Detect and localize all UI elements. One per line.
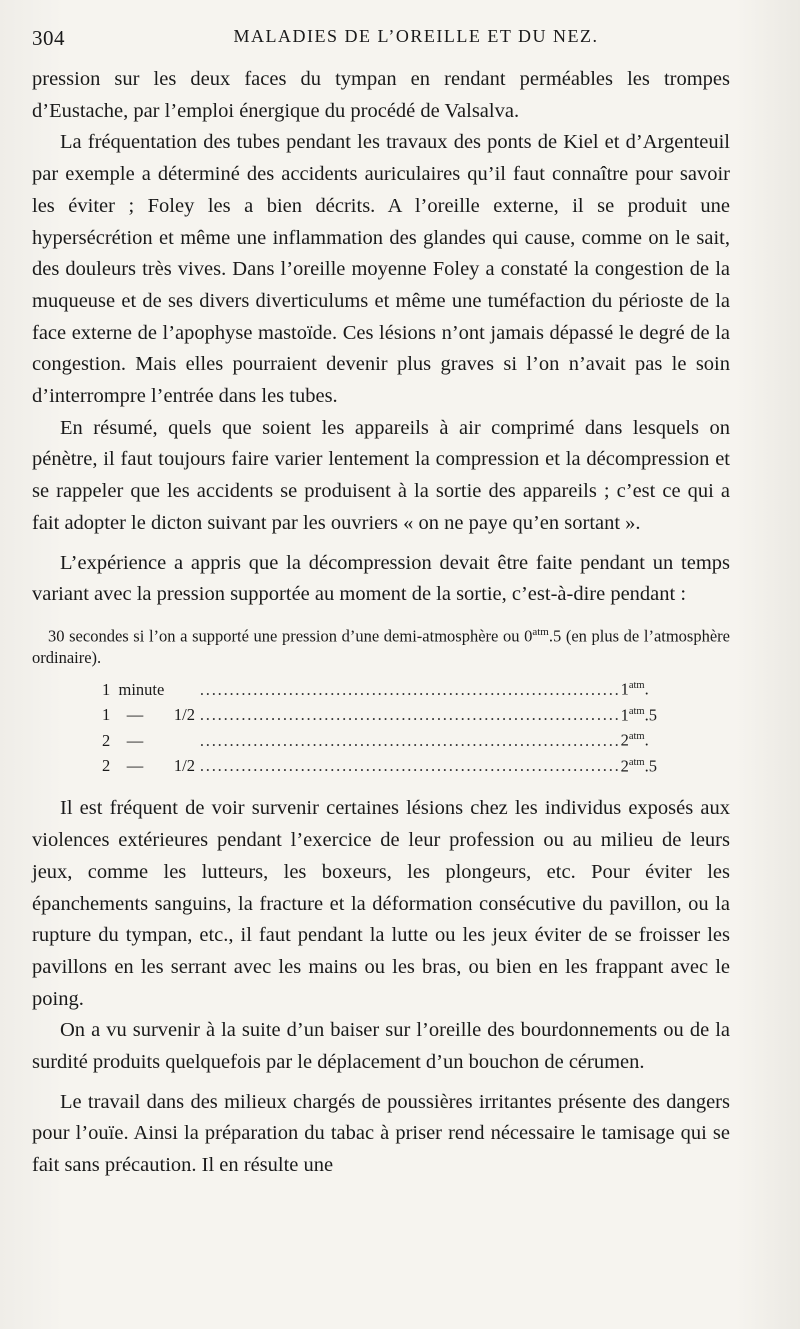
page-number: 304 [32,26,65,50]
table-row: 1 — 1/2 ....................................................................... $1^{atm}.5$ [32,701,730,727]
paragraph: En résumé, quels que soient les appareils à air comprimé dans lesquels on pénètre, il faut toujours faire varier lentement la compression et la décompression et se rappeler que les accidents se produisent à la sortie des appareils ; c’est ce qui a fait adopter le dicton suivant par les ouvriers « on ne paye qu’en sortant ». [32,416,730,534]
decompression-note: 30 secondes si l’on a supporté une pression d’une demi-atmosphère ou $0^{atm}.5$ (en plus de l’atmosphère ordinaire). [32,625,730,668]
running-title: MALADIES DE L’OREILLE ET DU NEZ. [233,26,599,46]
decompression-table [32,675,730,777]
paragraph: pression sur les deux faces du tympan en rendant perméables les trompes d’Eustache, par l’emploi énergique du procédé de Valsalva. [32,68,730,122]
leader-dots: ....................................................................... [199,730,621,750]
leader-dots: ....................................................................... [199,756,621,776]
paragraph: Le travail dans des milieux chargés de poussières irritantes présente des dangers pour l’ouïe. Ainsi la préparation du tabac à priser rend nécessaire le tamisage qui se fait sans précaution. Il en résulte une [32,1090,730,1177]
paragraph: La fréquentation des tubes pendant les travaux des ponts de Kiel et d’Argenteuil par exemple a déterminé des accidents auriculaires qu’il faut connaître pour savoir les éviter ; Foley les a bien décrits. A l’oreille externe, il se produit une hypersécrétion et même une inflammation des glandes qui cause, comme on le sait, des douleurs très vives. Dans l’oreille moyenne Foley a constaté la congestion de la muqueuse et de ses divers diverticulums et même une tuméfaction du périoste de la face externe de l’apophyse mastoïde. Ces lésions n’ont jamais dépassé le degré de la congestion. Mais elles pourraient devenir plus graves si l’on n’avait pas le soin d’interrompre l’entrée dans les tubes. [32,131,730,408]
paragraph: L’expérience a appris que la décompression devait être faite pendant un temps variant avec la pression supportée au moment de la sortie, c’est-à-dire pendant : [32,551,730,606]
paragraph: Il est fréquent de voir survenir certaines lésions chez les individus exposés aux violences extérieures pendant l’exercice de leur profession ou au milieu de leurs jeux, comme les lutteurs, les boxeurs, les plongeurs, etc. Pour éviter les épanchements sanguins, la fracture et la déformation consécutive du pavillon, ou la rupture du tympan, etc., il faut pendant la lutte ou les jeux éviter de se froisser les pavillons en les serrant avec les mains ou les bras, ou bien en les frappant avec le poing. [32,797,730,1010]
paragraph: On a vu survenir à la suite d’un baiser sur l’oreille des bourdonnements ou de la surdité produits quelquefois par le déplacement d’un bouchon de cérumen. [32,1019,730,1074]
page-body [32,64,730,1182]
leader-dots: ....................................................................... [199,679,621,699]
page-header [32,26,760,58]
leader-dots: ....................................................................... [199,705,621,725]
table-row: 1 minute ....................................................................... $1^{atm}$. [32,675,730,701]
table-row: 2 — 1/2 ....................................................................... $2^{atm}.5$ [32,752,730,778]
table-row: 2 — ....................................................................... $2^{atm}$. [32,726,730,752]
